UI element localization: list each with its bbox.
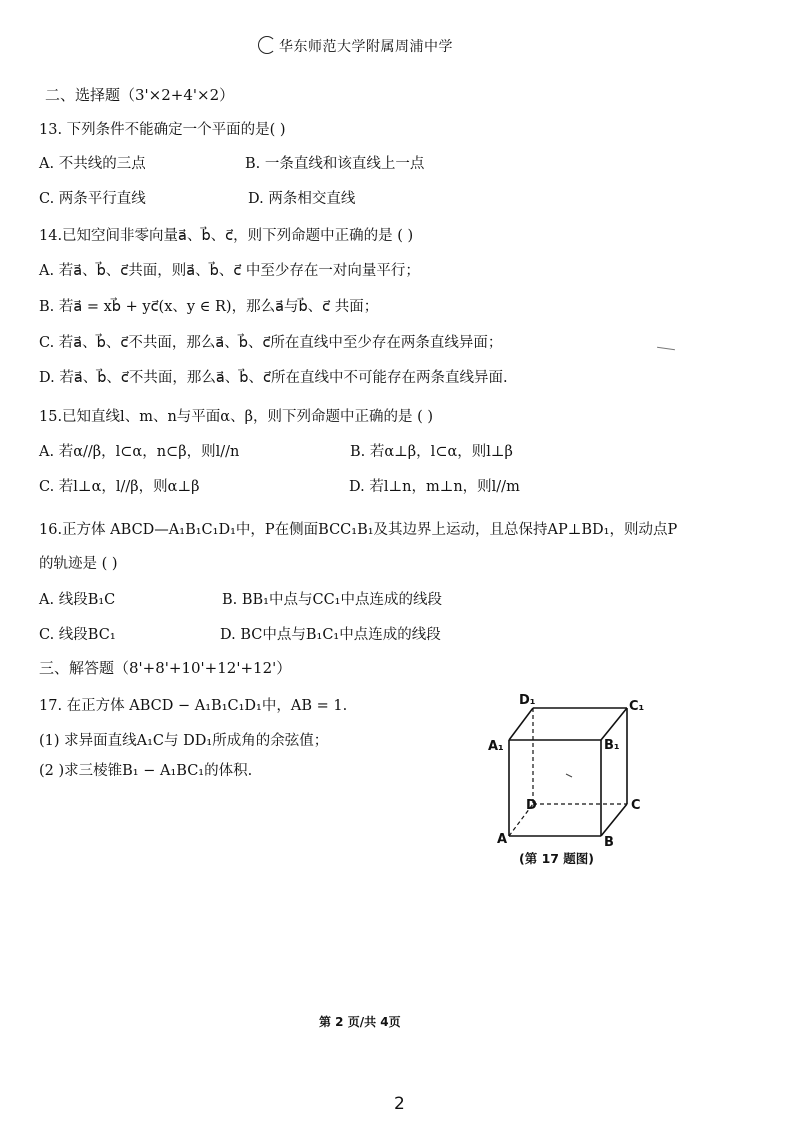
q14-option-d: D. 若a⃗、b⃗、c⃗不共面，那么a⃗、b⃗、c⃗所在直线中不可能存在两条直线异面. <box>39 370 508 386</box>
page-footer: 第 2 页/共 4页 <box>319 1015 401 1029</box>
label-c: C <box>631 798 641 813</box>
page-number: 2 <box>394 1094 405 1114</box>
q14-option-a: A. 若a⃗、b⃗、c⃗共面，则a⃗、b⃗、c⃗ 中至少存在一对向量平行； <box>39 263 420 279</box>
q13-option-b: B. 一条直线和该直线上一点 <box>245 156 425 172</box>
label-b1: B₁ <box>604 738 620 753</box>
q15-option-b: B. 若α⊥β，l⊂α，则l⊥β <box>350 444 513 460</box>
q16-option-a: A. 线段B₁C <box>39 592 116 608</box>
q16-stem-line1: 16.正方体 ABCD—A₁B₁C₁D₁中，P在侧面BCC₁B₁及其边界上运动，且总保持AP⊥BD₁，则动点P <box>39 522 678 538</box>
q13-option-c: C. 两条平行直线 <box>39 191 146 207</box>
section-2-title: 二、选择题（3'×2+4'×2） <box>45 86 235 104</box>
label-c1: C₁ <box>629 699 645 714</box>
section-3-title: 三、解答题（8'+8'+10'+12'+12'） <box>39 659 292 677</box>
cube-figure <box>488 686 658 866</box>
q17-stem: 17. 在正方体 ABCD − A₁B₁C₁D₁中，AB = 1. <box>39 698 348 714</box>
q14-option-c: C. 若a⃗、b⃗、c⃗不共面，那么a⃗、b⃗、c⃗所在直线中至少存在两条直线异面； <box>39 335 503 351</box>
q15-option-d: D. 若l⊥n，m⊥n，则l//m <box>349 479 520 495</box>
q17-part-2: (2 )求三棱锥B₁ − A₁BC₁的体积. <box>39 763 253 779</box>
q16-stem-line2: 的轨迹是 ( ) <box>39 556 118 572</box>
stray-mark <box>657 347 675 350</box>
edge-b-c <box>601 804 627 836</box>
q13-stem: 13. 下列条件不能确定一个平面的是( ) <box>39 122 286 138</box>
q16-option-b: B. BB₁中点与CC₁中点连成的线段 <box>222 592 442 608</box>
q14-option-b: B. 若a⃗ = xb⃗ + yc⃗(x、y ∈ R)，那么a⃗与b⃗、c⃗ 共面； <box>39 299 379 315</box>
school-header <box>258 36 453 56</box>
edge-b1-c1 <box>601 708 627 740</box>
edge-a1-d1 <box>509 708 533 740</box>
label-a1: A₁ <box>488 739 504 754</box>
q16-option-d: D. BC中点与B₁C₁中点连成的线段 <box>220 627 441 643</box>
q15-option-c: C. 若l⊥α，l//β，则α⊥β <box>39 479 200 495</box>
q15-stem: 15.已知直线l、m、n与平面α、β，则下列命题中正确的是 ( ) <box>39 409 433 425</box>
q14-stem: 14.已知空间非零向量a⃗、b⃗、c⃗，则下列命题中正确的是 ( ) <box>39 228 414 244</box>
label-a: A <box>497 832 508 847</box>
figure-caption: (第 17 题图) <box>519 851 595 866</box>
pen-mark <box>566 774 572 777</box>
q13-option-a: A. 不共线的三点 <box>39 156 146 172</box>
label-d: D <box>526 798 537 813</box>
label-b: B <box>604 835 614 850</box>
school-name: 华东师范大学附属周浦中学 <box>279 39 453 55</box>
school-logo-icon <box>258 36 276 54</box>
cube-diagram <box>488 686 658 866</box>
label-d1: D₁ <box>519 693 536 708</box>
q16-option-c: C. 线段BC₁ <box>39 627 116 643</box>
q15-option-a: A. 若α//β，l⊂α，n⊂β，则l//n <box>39 444 240 460</box>
q17-part-1: (1) 求异面直线A₁C与 DD₁所成角的余弦值； <box>39 733 329 749</box>
q13-option-d: D. 两条相交直线 <box>248 191 356 207</box>
